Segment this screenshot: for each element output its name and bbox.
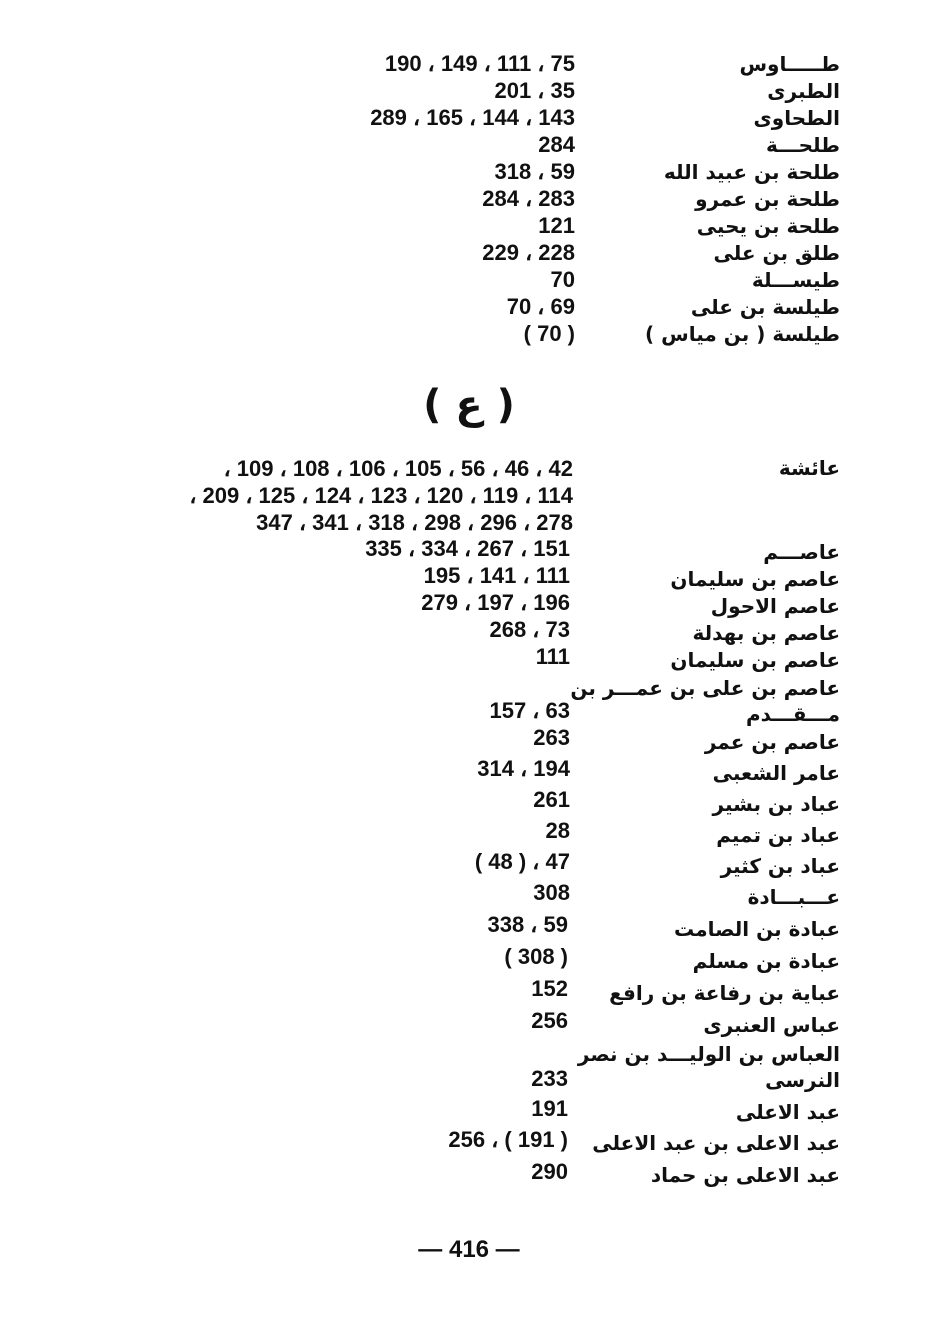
index-entry-name: عبادة بن الصامت [674, 917, 840, 941]
index-entry-name: طلحـــة [765, 133, 840, 157]
index-entry-name: عاصم بن سليمان [670, 648, 840, 672]
page-number: — 416 — [418, 1236, 520, 1263]
index-entry-name: طيلسة بن على [690, 295, 840, 319]
index-entry-pages: 190 ، 149 ، 111 ، 75 [384, 51, 575, 76]
index-entry-pages: 191 [531, 1096, 568, 1121]
section-heading-ain: ( ع ) [423, 382, 515, 428]
index-entry-pages: 289 ، 165 ، 144 ، 143 [370, 105, 575, 130]
index-entry-pages: 201 ، 35 [494, 78, 575, 103]
index-entry-pages: 268 ، 73 [489, 617, 570, 642]
index-entry-name: عبادة بن مسلم [692, 949, 840, 973]
index-entry-name: طيلسة ( بن مياس ) [645, 322, 840, 346]
index-entry-pages: 335 ، 334 ، 267 ، 151 [365, 536, 570, 561]
index-entry-name: عبد الاعلى بن عبد الاعلى [592, 1131, 840, 1155]
index-entry-pages: 261 [533, 787, 570, 812]
index-entry-pages: 256 ، ( 191 ) [448, 1127, 568, 1152]
index-entry-pages: 70 ، 69 [506, 294, 575, 319]
index-entry-pages: 318 ، 59 [494, 159, 575, 184]
index-entry-pages: 284 ، 283 [482, 186, 575, 211]
index-entry-name: طلق بن على [713, 241, 840, 265]
index-entry-pages: ( 308 ) [504, 944, 568, 969]
index-entry-pages: 290 [531, 1159, 568, 1184]
index-entry-pages: 157 ، 63 [489, 698, 570, 723]
index-entry-name: طلحة بن عبيد الله [663, 160, 840, 184]
index-entry-name: عباد بن كثير [720, 854, 840, 878]
index-entry-pages: 338 ، 59 [487, 912, 568, 937]
index-entry-pages: ( 70 ) [523, 321, 575, 346]
index-entry-name: عاصم بن على بن عمـــر بن مـــقـــدم [570, 676, 840, 726]
index-entry-pages: ( 48 ) ، 47 [474, 849, 570, 874]
index-entry-pages: 308 [533, 880, 570, 905]
index-entry-pages: 111 [535, 644, 570, 669]
index-entry-name: العباس بن الوليـــد بن نصر النرسى [577, 1042, 840, 1092]
index-entry-pages: 263 [533, 725, 570, 750]
index-entry-name: طيســـلة [751, 268, 840, 292]
index-entry-pages: 121 [538, 213, 575, 238]
index-entry-pages: 70 [550, 267, 575, 292]
index-entry-name: عاصم بن بهدلة [692, 621, 840, 645]
index-entry-name: عامر الشعبى [712, 761, 840, 785]
index-entry-name: عاصم الاحول [710, 594, 840, 618]
index-entry-pages: 284 [538, 132, 575, 157]
index-entry-pages: 233 [531, 1066, 568, 1091]
index-entry-name: عباية بن رفاعة بن رافع [609, 981, 840, 1005]
index-entry-pages: 195 ، 141 ، 111 [423, 563, 570, 588]
index-entry-name: عاصم بن عمر [704, 730, 840, 754]
index-entry-pages: 229 ، 228 [482, 240, 575, 265]
index-entry-name: طلحة بن عمرو [695, 187, 840, 211]
index-entry-name: عبد الاعلى [735, 1100, 840, 1124]
index-entry-pages: 152 [531, 976, 568, 1001]
index-entry-pages: 256 [531, 1008, 568, 1033]
index-entry-name: عباد بن تميم [716, 823, 840, 847]
index-entry-name: عائشة [778, 456, 840, 480]
index-entry-pages: 28 [545, 818, 570, 843]
index-entry-name: عـــبـــادة [747, 885, 840, 909]
index-entry-pages: 314 ، 194 [477, 756, 570, 781]
index-entry-name: عباد بن بشير [712, 792, 840, 816]
index-entry-name: الطحاوى [753, 106, 840, 130]
index-entry-name: طلحة بن يحيى [696, 214, 840, 238]
index-entry-pages: 279 ، 197 ، 196 [421, 590, 570, 615]
index-entry-name: عبد الاعلى بن حماد [650, 1163, 840, 1187]
index-entry-name: الطبرى [767, 79, 840, 103]
index-entry-name: عاصم بن سليمان [670, 567, 840, 591]
index-entry-name: عباس العنبرى [703, 1013, 840, 1037]
index-entry-pages: ، 109 ، 108 ، 106 ، 105 ، 56 ، 46 ، 42 ، 209 ، 125 ، 124 ، 123 ، 120 ، 119 ، 114 347 ، 341 ، 318 ، 298 ، 296 ، 278 [189, 456, 573, 535]
index-entry-name: طـــــاوس [739, 52, 840, 76]
index-entry-name: عاصـــم [763, 540, 840, 564]
